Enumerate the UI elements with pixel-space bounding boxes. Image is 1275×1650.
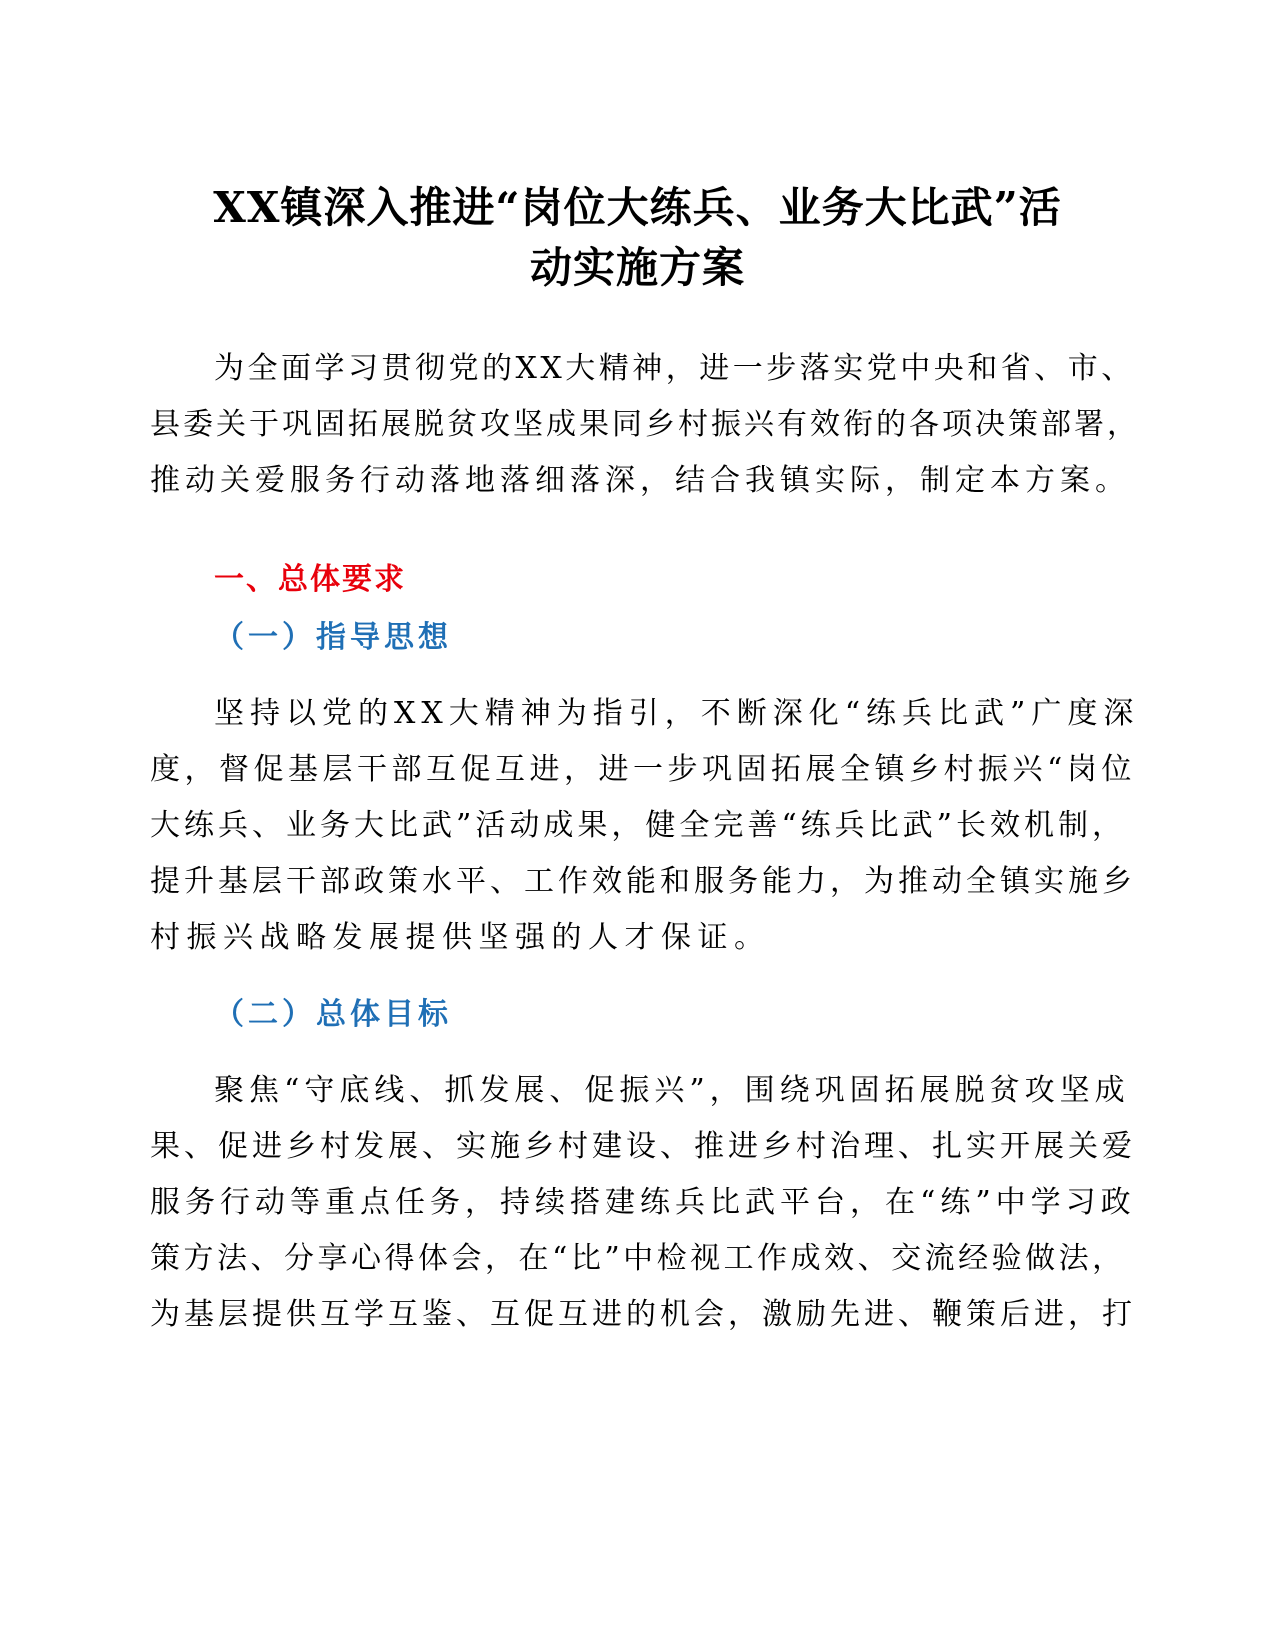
goals-line-1: 聚焦“守底线、抓发展、促振兴”，围绕巩固拓展脱贫攻坚成 (214, 1073, 1130, 1108)
overall-goals-paragraph (150, 1063, 1140, 1343)
intro-line-2: 县委关于巩固拓展脱贫攻坚成果同乡村振兴有效衔的各项决策部署， (150, 407, 1140, 442)
subsection-heading-guiding-ideology: （一）指导思想 (214, 620, 452, 655)
subsection-heading-overall-goals: （二）总体目标 (214, 997, 452, 1032)
goals-line-4: 策方法、分享心得体会，在“比”中检视工作成效、交流经验做法， (150, 1241, 1126, 1276)
intro-line-1: 为全面学习贯彻党的XX大精神，进一步落实党中央和省、市、 (214, 351, 1135, 386)
guiding-line-1: 坚持以党的XX大精神为指引，不断深化“练兵比武”广度深 (214, 696, 1140, 731)
guiding-line-3: 大练兵、业务大比武”活动成果，健全完善“练兵比武”长效机制， (150, 808, 1127, 843)
intro-paragraph (150, 341, 1140, 509)
guiding-ideology-paragraph (150, 686, 1140, 966)
document-title (140, 178, 1135, 298)
goals-line-3: 服务行动等重点任务，持续搭建练兵比武平台，在“练”中学习政 (150, 1185, 1136, 1220)
goals-line-2: 果、促进乡村发展、实施乡村建设、推进乡村治理、扎实开展关爱 (150, 1129, 1136, 1164)
guiding-line-5: 村振兴战略发展提供坚强的人才保证。 (150, 920, 771, 955)
intro-line-3: 推动关爱服务行动落地落细落深，结合我镇实际，制定本方案。 (150, 463, 1130, 498)
goals-line-5: 为基层提供互学互鉴、互促互进的机会，激励先进、鞭策后进，打 (150, 1297, 1136, 1332)
title-line-1: XX镇深入推进“岗位大练兵、业务大比武”活 (213, 183, 1062, 232)
section-heading-general-requirements: 一、总体要求 (214, 562, 406, 597)
guiding-line-2: 度，督促基层干部互促互进，进一步巩固拓展全镇乡村振兴“岗位 (150, 752, 1136, 787)
guiding-line-4: 提升基层干部政策水平、工作效能和服务能力，为推动全镇实施乡 (150, 864, 1136, 899)
title-line-2: 动实施方案 (529, 243, 745, 292)
